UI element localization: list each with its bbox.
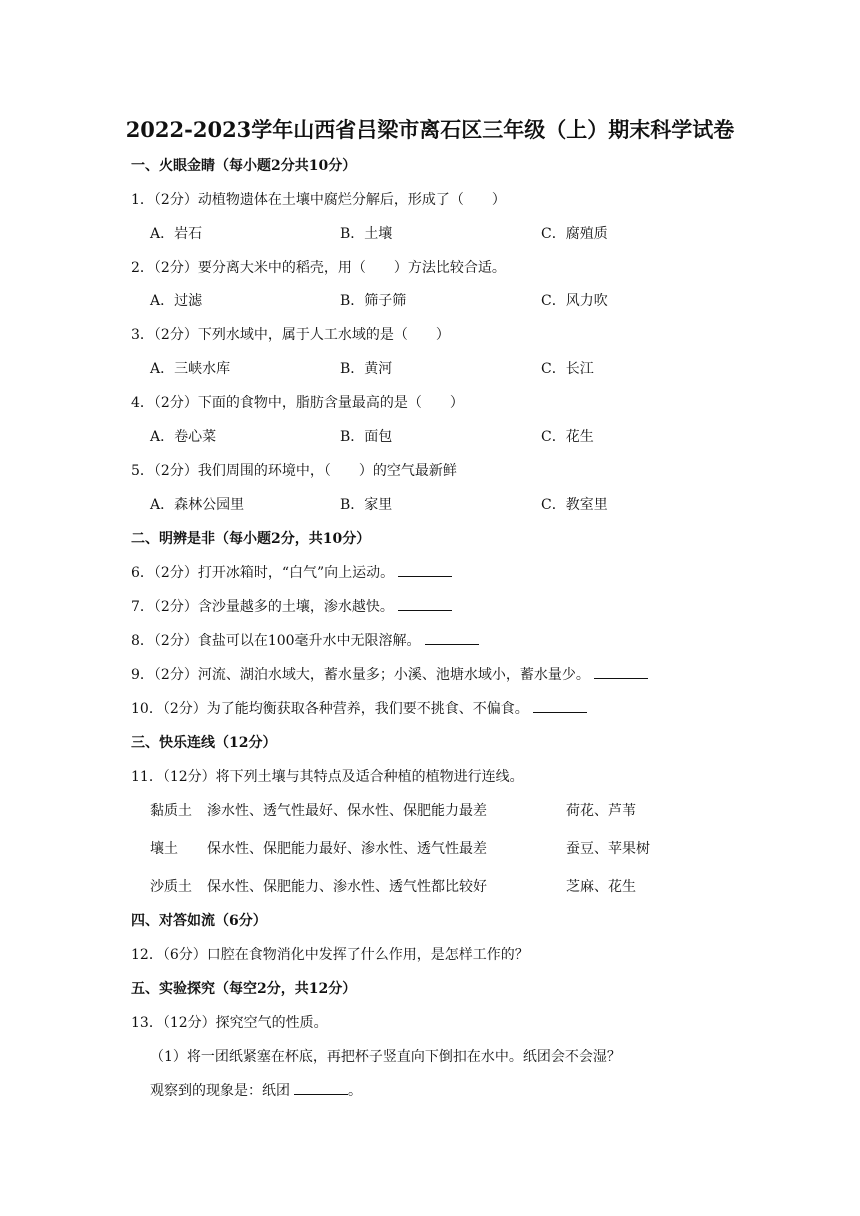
question-8-text: 8．（2分）食盐可以在100毫升水中无限溶解。	[131, 633, 421, 649]
question-9-text: 9．（2分）河流、湖泊水域大，蓄水量多；小溪、池塘水域小，蓄水量少。	[131, 667, 590, 683]
question-11-stem: 11．（12分）将下列土壤与其特点及适合种植的植物进行连线。	[131, 769, 524, 785]
observation-end: 。	[348, 1083, 362, 1099]
question-1-stem: 1．（2分）动植物遗体在土壤中腐烂分解后，形成了（ ）	[131, 192, 506, 208]
question-3-option-a: A．三峡水库	[150, 361, 231, 377]
match-plant: 芝麻、花生	[566, 879, 636, 895]
question-3-stem: 3．（2分）下列水域中，属于人工水域的是（ ）	[131, 327, 450, 343]
question-1-option-a: A．岩石	[150, 226, 203, 242]
question-2-option-b: B．筛子筛	[340, 293, 407, 309]
exam-title: 2022-2023学年山西省吕梁市离石区三年级（上）期末科学试卷	[125, 117, 735, 142]
question-5-stem: 5．（2分）我们周围的环境中，（ ）的空气最新鲜	[131, 463, 457, 479]
section-heading-2: 二、明辨是非（每小题2分，共10分）	[131, 531, 371, 547]
question-5-option-a: A．森林公园里	[150, 497, 245, 513]
question-7-text: 7．（2分）含沙量越多的土壤，渗水越快。	[131, 599, 394, 615]
question-5-option-b: B．家里	[340, 497, 393, 513]
answer-blank[interactable]	[425, 632, 479, 645]
answer-blank[interactable]	[398, 564, 452, 577]
section-heading-1: 一、火眼金睛（每小题2分共10分）	[131, 158, 357, 174]
match-plant: 蚕豆、苹果树	[566, 841, 650, 857]
question-4-option-c: C．花生	[541, 429, 594, 445]
section-heading-3: 三、快乐连线（12分）	[131, 735, 277, 751]
question-2-option-c: C．风力吹	[541, 293, 608, 309]
section-heading-5: 五、实验探究（每空2分，共12分）	[131, 981, 357, 997]
question-2-stem: 2．（2分）要分离大米中的稻壳，用（ ）方法比较合适。	[131, 260, 506, 276]
question-4-option-b: B．面包	[340, 429, 393, 445]
question-13-part-1: （1）将一团纸紧塞在杯底，再把杯子竖直向下倒扣在水中。纸团会不会湿？	[150, 1049, 621, 1065]
question-13-observation	[150, 1081, 362, 1101]
question-6	[131, 563, 452, 583]
question-3-option-b: B．黄河	[340, 361, 393, 377]
answer-blank[interactable]	[398, 598, 452, 611]
question-13-stem: 13．（12分）探究空气的性质。	[131, 1015, 328, 1031]
question-12: 12．（6分）口腔在食物消化中发挥了什么作用，是怎样工作的？	[131, 947, 529, 963]
match-feature: 保水性、保肥能力最好、渗水性、透气性最差	[207, 841, 487, 857]
question-7	[131, 597, 452, 617]
question-10	[131, 699, 587, 719]
match-plant: 荷花、芦苇	[566, 803, 636, 819]
question-8	[131, 631, 479, 651]
match-soil: 黏质土	[150, 803, 192, 819]
answer-blank[interactable]	[594, 666, 648, 679]
match-feature: 保水性、保肥能力、渗水性、透气性都比较好	[207, 879, 487, 895]
question-1-option-b: B．土壤	[340, 226, 393, 242]
question-3-option-c: C．长江	[541, 361, 594, 377]
section-heading-4: 四、对答如流（6分）	[131, 913, 267, 929]
question-4-option-a: A．卷心菜	[150, 429, 217, 445]
question-4-stem: 4．（2分）下面的食物中，脂肪含量最高的是（ ）	[131, 395, 464, 411]
question-9	[131, 665, 648, 685]
question-5-option-c: C．教室里	[541, 497, 608, 513]
match-soil: 沙质土	[150, 879, 192, 895]
match-feature: 渗水性、透气性最好、保水性、保肥能力最差	[207, 803, 487, 819]
question-1-option-c: C．腐殖质	[541, 226, 608, 242]
match-soil: 壤土	[150, 841, 178, 857]
answer-blank[interactable]	[533, 700, 587, 713]
question-6-text: 6．（2分）打开冰箱时，“白气”向上运动。	[131, 565, 395, 581]
observation-label: 观察到的现象是：纸团	[150, 1083, 290, 1099]
answer-blank[interactable]	[294, 1082, 348, 1095]
question-2-option-a: A．过滤	[150, 293, 203, 309]
question-10-text: 10．（2分）为了能均衡获取各种营养，我们要不挑食、不偏食。	[131, 701, 529, 717]
